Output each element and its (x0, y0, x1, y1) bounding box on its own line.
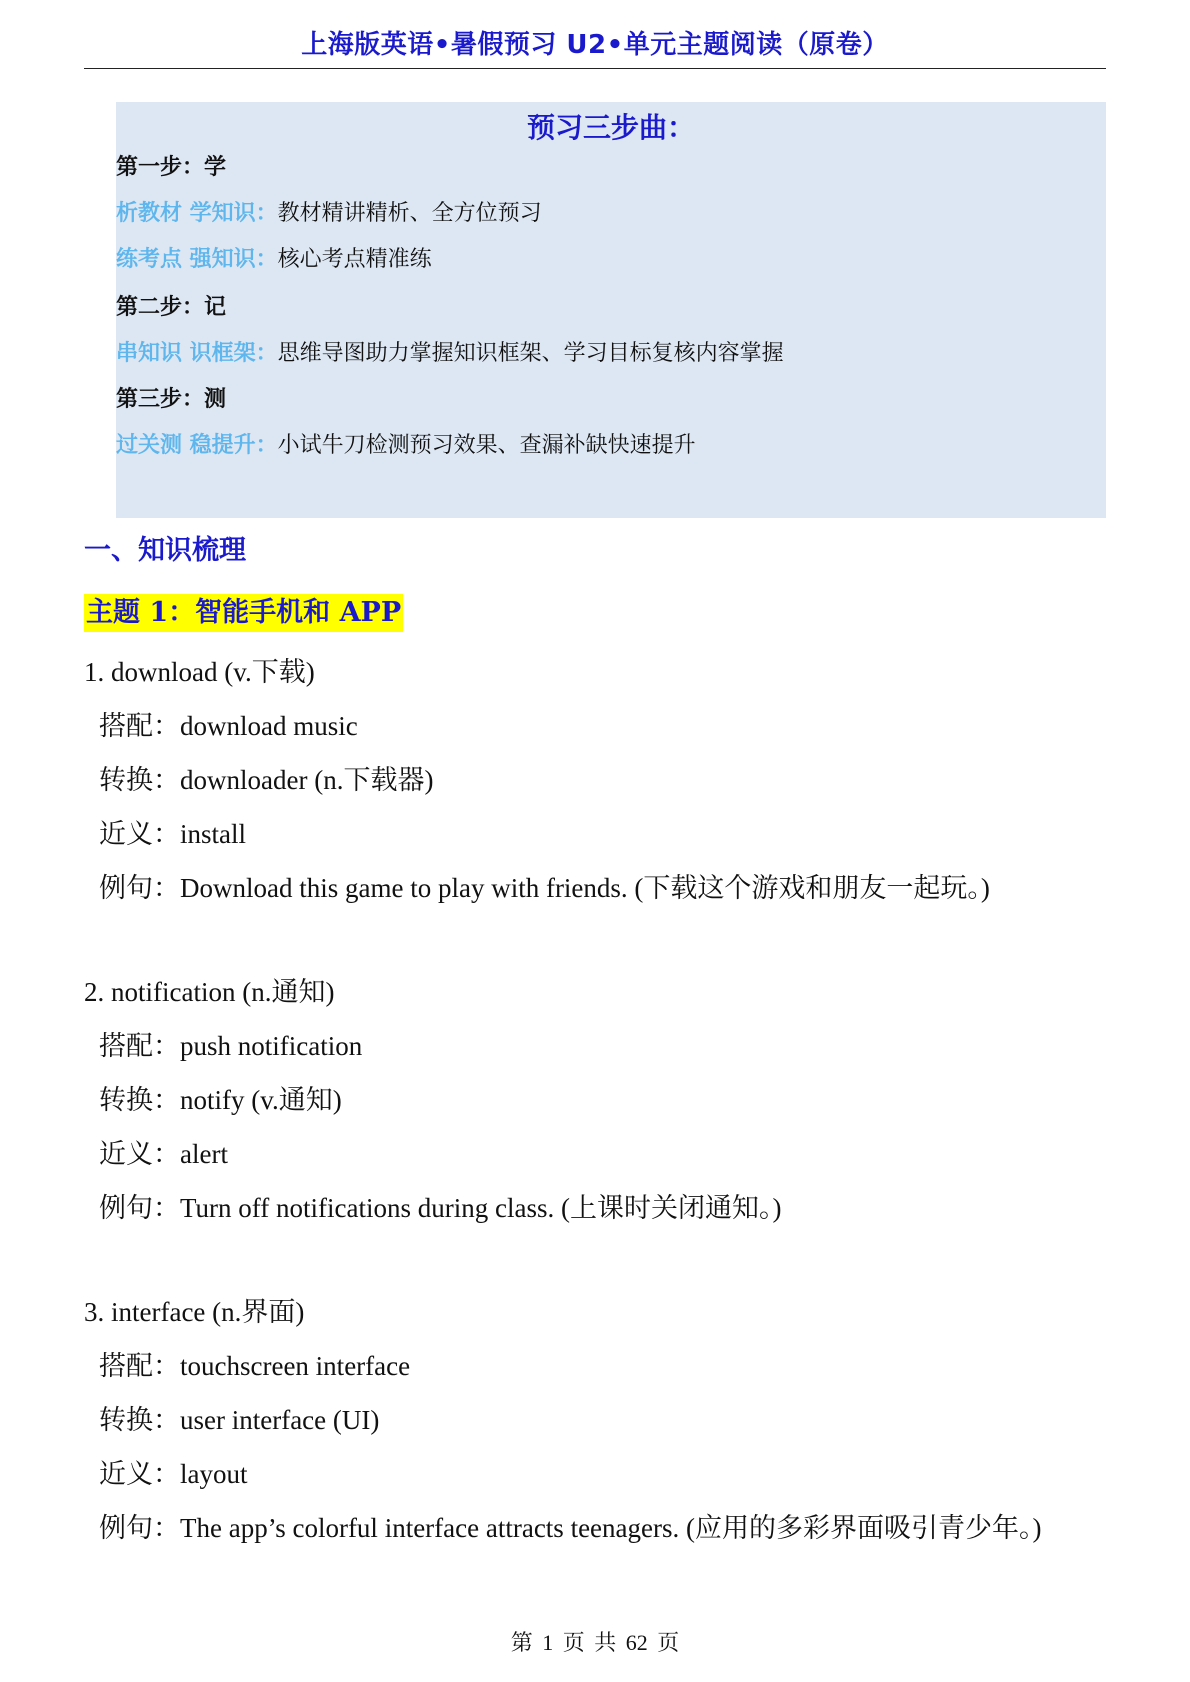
section-title: 一、知识梳理 (84, 535, 246, 566)
document-header: 上海版英语•暑假预习 U2•单元主题阅读（原卷） (301, 30, 889, 60)
step-1-heading: 第一步：学 (116, 155, 227, 180)
step-line-desc: 核心考点精准练 (277, 247, 432, 272)
step-1-line-1 (116, 196, 542, 227)
vocab-entry-heading: 1. download (v.下载) (84, 657, 315, 687)
step-line-tag: 练考点 强知识： (116, 247, 278, 272)
step-line-desc: 思维导图助力掌握知识框架、学习目标复核内容掌握 (277, 341, 784, 366)
example-line: 例句：Turn off notifications during class. (上课时关闭通知。) (99, 1193, 782, 1223)
step-2-line-1 (116, 336, 784, 367)
vocab-entry-heading: 3. interface (n.界面) (84, 1297, 305, 1327)
header-divider (84, 68, 1106, 69)
example-line: 例句：Download this game to play with friends. (下载这个游戏和朋友一起玩。) (99, 873, 990, 903)
steps-title: 预习三步曲： (526, 111, 695, 144)
synonym-line: 近义：layout (99, 1459, 248, 1489)
page-number-footer: 第 1 页 共 62 页 (510, 1630, 680, 1655)
step-line-tag: 析教材 学知识： (116, 201, 278, 226)
conversion-line: 转换：downloader (n.下载器) (99, 765, 434, 795)
step-line-tag: 串知识 识框架： (116, 341, 278, 366)
collocation-line: 搭配：touchscreen interface (99, 1351, 411, 1381)
step-3-heading: 第三步：测 (116, 387, 227, 412)
synonym-line: 近义：alert (99, 1139, 228, 1169)
synonym-line: 近义：install (99, 819, 246, 849)
preview-steps-box (116, 102, 1106, 518)
collocation-line: 搭配：push notification (99, 1031, 363, 1061)
conversion-line: 转换：user interface (UI) (99, 1405, 380, 1435)
step-line-desc: 教材精讲精析、全方位预习 (277, 201, 542, 226)
step-3-line-1 (116, 428, 696, 459)
topic-label: 主题 1：智能手机和 APP (84, 594, 403, 632)
collocation-line: 搭配：download music (99, 711, 358, 741)
step-line-desc: 小试牛刀检测预习效果、查漏补缺快速提升 (277, 433, 696, 458)
conversion-line: 转换：notify (v.通知) (99, 1085, 342, 1115)
vocab-entry-heading: 2. notification (n.通知) (84, 977, 335, 1007)
example-line: 例句：The app’s colorful interface attracts teenagers. (应用的多彩界面吸引青少年。) (99, 1513, 1042, 1543)
step-1-line-2 (116, 242, 432, 273)
step-2-heading: 第二步：记 (116, 295, 227, 320)
step-line-tag: 过关测 稳提升： (116, 433, 278, 458)
